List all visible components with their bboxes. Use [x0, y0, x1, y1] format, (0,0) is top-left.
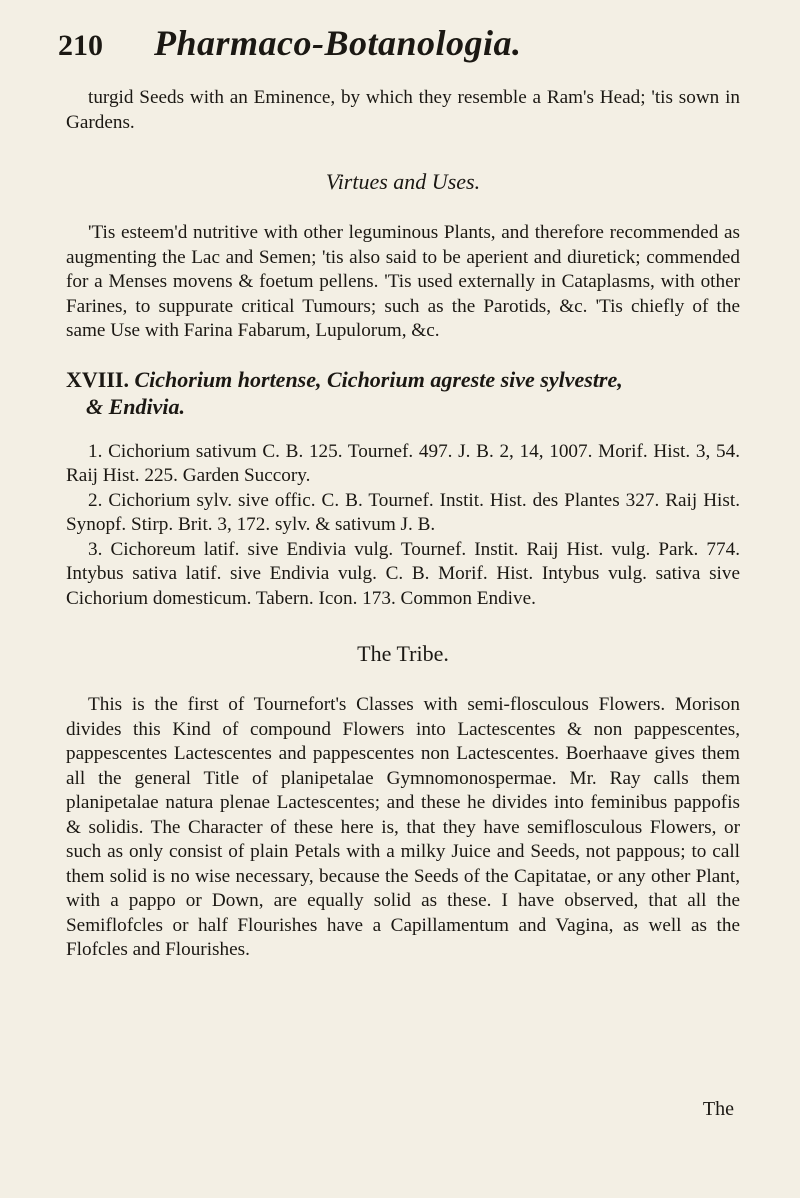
virtues-heading: Virtues and Uses. [325, 169, 481, 194]
continuation-paragraph: turgid Seeds with an Eminence, by which they resemble a Ram's Head; 'tis sown in Gardens. [66, 87, 740, 133]
catchword: The [702, 1098, 734, 1120]
page-header [58, 22, 740, 86]
virtues-paragraph: 'Tis esteem'd nutritive with other leguminous Plants, and therefore recommended as augmenting the Lac and Semen; 'tis also said to be aperient and diuretick; commended for a Menses movens & foetum pellens. 'Tis used externally in Cataplasms, with other Farines, to suppurate critical Tumours; such as the Parotids, &c. 'Tis chiefly of the same Use with Farina Fabarum, Lupulorum, &c. [66, 222, 740, 341]
tribe-paragraph: This is the first of Tournefort's Classes with semi-flosculous Flowers. Morison divides this Kind of compound Flowers into Lactescentes & non pappescentes, pappescentes Lactescentes and pappescentes non Lactescentes. Boerhaave gives them all the general Title of planipetalae Gymnomonospermae. Mr. Ray calls them planipetalae natura plenae Lactescentes; and these he divides into feminibus pappofis & solidis. The Character of these here is, that they have semiflosculous Flowers, or such as only consist of plain Petals with a milky Juice and Seeds, not pappous; to call them solid is no wise necessary, because the Seeds of the Capitatae, or any other Plant, with a pappo or Down, are equally solid as these. I have observed, that all the Semiflofcles or half Flourishes have a Capillamentum and Vagina, as well as the Flofcles and Flourishes. [66, 694, 740, 960]
chapter-numeral: XVIII. [66, 366, 129, 392]
chapter-title-line-2: & Endivia. [86, 393, 186, 419]
synonym-entry-1: 1. Cichorium sativum C. B. 125. Tournef. 497. J. B. 2, 14, 1007. Morif. Hist. 3, 54. Raij Hist. 225. Garden Succory. [66, 440, 740, 486]
chapter-title-line-1: Cichorium hortense, Cichorium agreste sive sylvestre, [134, 366, 623, 392]
page-number: 210 [58, 29, 103, 62]
running-title: Pharmaco-Botanologia. [154, 23, 522, 63]
tribe-heading: The Tribe. [357, 641, 449, 666]
synonym-entry-3: 3. Cichoreum latif. sive Endivia vulg. Tournef. Instit. Raij Hist. vulg. Park. 774. Intybus sativa latif. sive Endivia vulg. C. B. Morif. Hist. Intybus vulg. sativa sive Cichorium domesticum. Tabern. Icon. 173. Common Endive. [66, 538, 740, 609]
synonym-entry-2: 2. Cichorium sylv. sive offic. C. B. Tournef. Instit. Hist. des Plantes 327. Raij Hist. Synopf. Stirp. Brit. 3, 172. sylv. & sativum J. B. [66, 489, 740, 535]
chapter-heading [66, 366, 740, 420]
